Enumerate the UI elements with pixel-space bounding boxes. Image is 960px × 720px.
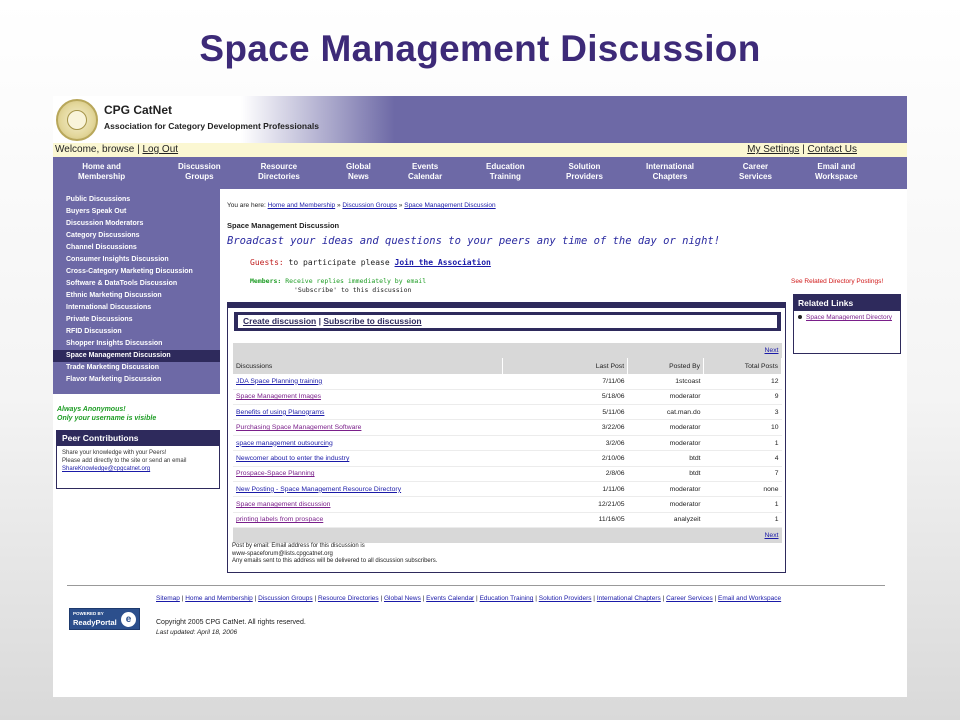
discussion-link[interactable]: Purchasing Space Management Software (236, 424, 362, 432)
sidebar-item-channel[interactable]: Channel Discussions (66, 244, 137, 251)
sidebar-nav (53, 189, 220, 394)
sidebar-item-consumer[interactable]: Consumer Insights Discussion (66, 256, 169, 263)
post-by-email-note: Post by email: Email address for this discussion is www-spaceforum@lists.cpgcatnet.org Any emails sent to this address will be delivered to all discussion subscribers. (232, 543, 438, 564)
column-header: Posted By (628, 358, 704, 373)
footer-link-discussion[interactable]: Discussion Groups (258, 595, 313, 602)
peer-title: Peer Contributions (57, 431, 219, 446)
related-links-box (793, 294, 901, 354)
discussion-link[interactable]: space management outsourcing (236, 439, 333, 447)
welcome-greeting: Welcome, browse (55, 144, 135, 155)
table-row: Prospace-Space Planning 2/8/06 btdt 7 (233, 466, 782, 481)
contact-us-link[interactable]: Contact Us (807, 144, 857, 155)
discussion-link[interactable]: New Posting - Space Management Resource Directory (236, 485, 402, 493)
table-row: printing labels from prospace 11/16/05 analyzeit 1 (233, 512, 782, 527)
guests-note: Guests: to participate please Join the Association (250, 258, 491, 267)
next-page-link-bottom[interactable]: Next (764, 532, 779, 540)
separator: | (802, 144, 805, 155)
table-header (233, 358, 782, 373)
nav-career-services[interactable]: Career Services (739, 162, 772, 181)
members-note: Members: Receive replies immediately by email 'Subscribe' to this discussion (250, 277, 427, 294)
footer-link-international[interactable]: International Chapters (596, 595, 661, 602)
see-related-postings[interactable]: See Related Directory Postings! (791, 278, 884, 285)
sidebar-item-trade[interactable]: Trade Marketing Discussion (66, 364, 159, 371)
table-row: Space Management Images 5/18/06 moderator 9 (233, 389, 782, 404)
discussion-panel (227, 302, 786, 573)
breadcrumb-home[interactable]: Home and Membership (267, 202, 336, 209)
join-association-link[interactable]: Join the Association (394, 258, 491, 267)
discussion-link[interactable]: printing labels from prospace (236, 516, 324, 524)
action-bar: Create discussion | Subscribe to discussion (234, 312, 781, 331)
brand-subtitle: Association for Category Development Professionals (104, 121, 319, 131)
readyportal-logo-icon: e (121, 612, 136, 627)
discussion-link[interactable]: Prospace-Space Planning (236, 470, 315, 478)
peer-contributions-box (56, 430, 220, 489)
my-settings-link[interactable]: My Settings (747, 144, 800, 155)
website-screenshot (53, 96, 907, 697)
create-discussion-link[interactable]: Create discussion (243, 316, 317, 326)
footer-link-email[interactable]: Email and Workspace (718, 595, 782, 602)
sidebar-item-ethnic[interactable]: Ethnic Marketing Discussion (66, 292, 162, 299)
discussion-link[interactable]: Benefits of using Planograms (236, 408, 325, 416)
breadcrumb-discussion-groups[interactable]: Discussion Groups (342, 202, 397, 209)
brand-name: CPG CatNet (104, 103, 173, 117)
separator: | (137, 144, 140, 155)
nav-international-chapters[interactable]: International Chapters (646, 162, 695, 181)
sidebar-item-software[interactable]: Software & DataTools Discussion (66, 280, 178, 287)
column-header: Total Posts (704, 358, 782, 373)
sidebar-item-shopper[interactable]: Shopper Insights Discussion (66, 340, 163, 347)
nav-discussion-groups[interactable]: Discussion Groups (178, 162, 221, 181)
nav-email-workspace[interactable]: Email and Workspace (815, 162, 858, 181)
table-row: Space management discussion 12/21/05 moderator 1 (233, 497, 782, 512)
footer-link-education[interactable]: Education Training (479, 595, 534, 602)
sidebar-item-rfid[interactable]: RFID Discussion (66, 328, 122, 335)
table-row: Newcomer about to enter the industry 2/10/06 btdt 4 (233, 451, 782, 466)
association-seal-icon (56, 99, 98, 141)
peer-text-2: Please add directly to the site or send an email (62, 458, 187, 464)
table-row: space management outsourcing 3/2/06 moderator 1 (233, 435, 782, 450)
discussion-link[interactable]: Newcomer about to enter the industry (236, 454, 350, 462)
sidebar-item-category[interactable]: Category Discussions (66, 232, 140, 239)
next-page-link[interactable]: Next (764, 347, 779, 355)
main-nav (53, 157, 907, 189)
last-updated: Last updated: April 18, 2006 (156, 629, 238, 636)
page-tagline: Broadcast your ideas and questions to your peers any time of the day or night! (227, 235, 721, 247)
nav-solution-providers[interactable]: Solution Providers (566, 162, 603, 181)
footer-links: Sitemap | Home and Membership | Discussion Groups | Resource Directories | Global News | Events Calendar | Education Training | Solution Providers | International Chapters | Career Services | Email and Workspace (156, 595, 782, 602)
sidebar-item-public[interactable]: Public Discussions (66, 196, 131, 203)
discussion-link[interactable]: Space management discussion (236, 501, 331, 509)
discussion-link[interactable]: JDA Space Planning training (236, 377, 323, 385)
table-row: JDA Space Planning training 7/11/06 1stcoast 12 (233, 374, 782, 389)
sidebar-item-moderators[interactable]: Discussion Moderators (66, 220, 144, 227)
anonymous-note: Always Anonymous! Only your username is visible (57, 406, 157, 422)
welcome-bar (53, 143, 907, 157)
table-row: Purchasing Space Management Software 3/22/06 moderator 10 (233, 420, 782, 435)
readyportal-badge[interactable]: POWERED BY ReadyPortal e (69, 608, 140, 630)
footer-divider (67, 585, 885, 586)
nav-events-calendar[interactable]: Events Calendar (408, 162, 443, 181)
footer-link-events[interactable]: Events Calendar (426, 595, 475, 602)
sidebar-item-space-management[interactable]: Space Management Discussion (53, 350, 220, 362)
logout-link[interactable]: Log Out (142, 144, 179, 155)
sidebar-item-cross-category[interactable]: Cross-Category Marketing Discussion (66, 268, 193, 275)
breadcrumb: You are here: Home and Membership » Discussion Groups » Space Management Discussion (227, 202, 496, 209)
nav-global-news[interactable]: Global News (346, 162, 371, 181)
table-row: Benefits of using Planograms 5/11/06 cat.man.do 3 (233, 405, 782, 420)
column-header: Discussions (233, 358, 503, 373)
footer-link-resources[interactable]: Resource Directories (317, 595, 379, 602)
discussions-table (233, 343, 782, 543)
copyright: Copyright 2005 CPG CatNet. All rights reserved. (156, 619, 306, 626)
footer-link-news[interactable]: Global News (383, 595, 421, 602)
peer-text-1: Share your knowledge with your Peers! (62, 450, 167, 456)
related-links-title: Related Links (794, 295, 900, 311)
sidebar-item-buyers[interactable]: Buyers Speak Out (66, 208, 127, 215)
table-row: New Posting - Space Management Resource Directory 1/11/06 moderator none (233, 482, 782, 497)
footer-link-home[interactable]: Home and Membership (185, 595, 253, 602)
bullet-icon (798, 315, 802, 319)
sidebar-item-private[interactable]: Private Discussions (66, 316, 133, 323)
nav-resource-directories[interactable]: Resource Directories (258, 162, 300, 181)
nav-education-training[interactable]: Education Training (486, 162, 525, 181)
site-header (53, 96, 907, 143)
footer-link-sitemap[interactable]: Sitemap (156, 595, 180, 602)
page-title: Space Management Discussion (227, 221, 340, 230)
discussion-link[interactable]: Space Management Images (236, 393, 322, 401)
footer-link-solutions[interactable]: Solution Providers (538, 595, 592, 602)
sidebar-item-international[interactable]: International Discussions (66, 304, 152, 311)
nav-home-membership[interactable]: Home and Membership (78, 162, 126, 181)
peer-email-link[interactable]: ShareKnowledge@cpgcatnet.org (62, 466, 151, 472)
sidebar-item-flavor[interactable]: Flavor Marketing Discussion (66, 376, 162, 383)
breadcrumb-current[interactable]: Space Management Discussion (404, 202, 496, 209)
slide-title: Space Management Discussion (199, 28, 761, 69)
subscribe-discussion-link[interactable]: Subscribe to discussion (323, 316, 422, 326)
subscribe-link[interactable]: 'Subscribe' (294, 286, 338, 294)
related-link-directory[interactable]: Space Management Directory (806, 314, 892, 321)
footer-link-career[interactable]: Career Services (666, 595, 713, 602)
column-header: Last Post (503, 358, 628, 373)
